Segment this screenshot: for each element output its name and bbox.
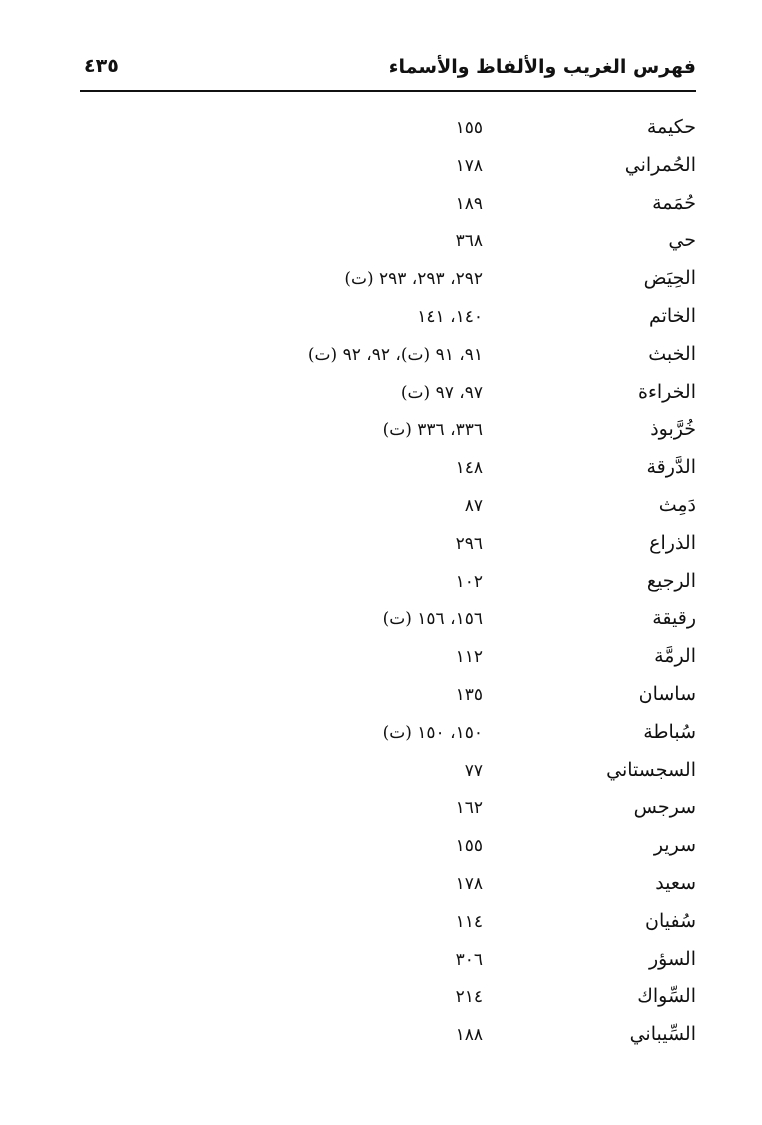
index-term: دَمِث [658,493,696,516]
index-entry [80,639,696,677]
index-term: حي [668,229,696,252]
index-page-refs: ١٧٨ [455,155,483,176]
index-term: الخاتم [648,304,696,327]
index-page-refs: ١٠٢ [455,571,483,592]
index-entry [80,753,696,791]
index-page-refs: ٣٣٦، ٣٣٦ (ت) [382,420,483,441]
index-entry [80,261,696,299]
index-term: الخبث [648,342,696,365]
index-page-refs: ٩٧، ٩٧ (ت) [400,382,483,403]
running-header [80,50,696,90]
index-page-refs: ١٣٥ [455,684,483,705]
index-entry [80,450,696,488]
index-page-refs: ١٦٢ [455,798,483,819]
index-term: سرجس [633,796,696,819]
index-entry [80,337,696,375]
index-term: سُباطة [643,720,696,743]
index-page-refs: ١٥٥ [455,836,483,857]
index-term: السؤر [648,947,696,970]
index-entry [80,601,696,639]
index-entry [80,526,696,564]
index-entry [80,412,696,450]
index-entry [80,1017,696,1055]
index-term: السِّيباني [629,1023,696,1046]
index-entry [80,110,696,148]
index-entry [80,979,696,1017]
index-entry [80,904,696,942]
index-page-refs: ١٤٠، ١٤١ [417,306,483,327]
index-term: الحِيَض [643,267,696,290]
index-term: سرير [653,834,696,857]
index-term: الذراع [649,531,696,554]
index-entry [80,790,696,828]
index-entry [80,866,696,904]
index-page-refs: ١٨٨ [455,1025,483,1046]
index-page-refs: ٢٩٦ [455,533,483,554]
index-page-refs: ١٥٦، ١٥٦ (ت) [382,609,483,630]
page-number: ٤٣٥ [84,55,119,77]
index-term: الرمَّة [654,645,696,668]
index-term: حُمَمة [652,191,696,214]
index-page-refs: ٩١، ٩١ (ت)، ٩٢، ٩٢ (ت) [307,344,483,365]
index-entry [80,375,696,413]
index-term: خُرَّبوذ [650,418,696,441]
index-entry [80,488,696,526]
index-page-refs: ١٨٩ [455,193,483,214]
index-entry [80,942,696,980]
index-page-refs: ١١٢ [455,647,483,668]
index-page-refs: ٧٧ [464,760,483,781]
index-page-refs: ١١٤ [455,911,483,932]
index-entry [80,715,696,753]
index-entry [80,299,696,337]
index-page-refs: ١٥٥ [455,118,483,138]
index-page-refs: ٢١٤ [455,987,483,1008]
index-page-refs: ٢٩٢، ٢٩٣، ٢٩٣ (ت) [344,269,483,290]
index-term: السِّواك [637,985,696,1008]
page-title: فهرس الغريب والألفاظ والأسماء [388,56,696,78]
index-term: رقيقة [652,607,696,630]
index-term: سعيد [655,871,696,894]
index-term: سُفيان [644,909,696,932]
index-entry [80,223,696,261]
header-rule [80,90,696,92]
index-entry [80,828,696,866]
index-term: ساسان [638,682,696,705]
index-entry [80,148,696,186]
index-entry [80,186,696,224]
index-page-refs: ١٥٠، ١٥٠ (ت) [382,722,483,743]
index-term: حكيمة [646,116,696,138]
index-entry [80,564,696,602]
index-page-refs: ١٤٨ [455,458,483,479]
index-page-refs: ٣٠٦ [455,949,483,970]
index-term: السجستاني [606,758,696,781]
index-term: الرجيع [646,569,696,592]
index-list [80,110,696,1055]
index-page-refs: ٣٦٨ [455,231,483,252]
index-page-refs: ١٧٨ [455,873,483,894]
index-page-refs: ٨٧ [464,495,483,516]
index-term: الحُمراني [624,153,696,176]
index-term: الدَّرقة [646,456,696,479]
index-term: الخراءة [638,380,696,403]
index-entry [80,677,696,715]
